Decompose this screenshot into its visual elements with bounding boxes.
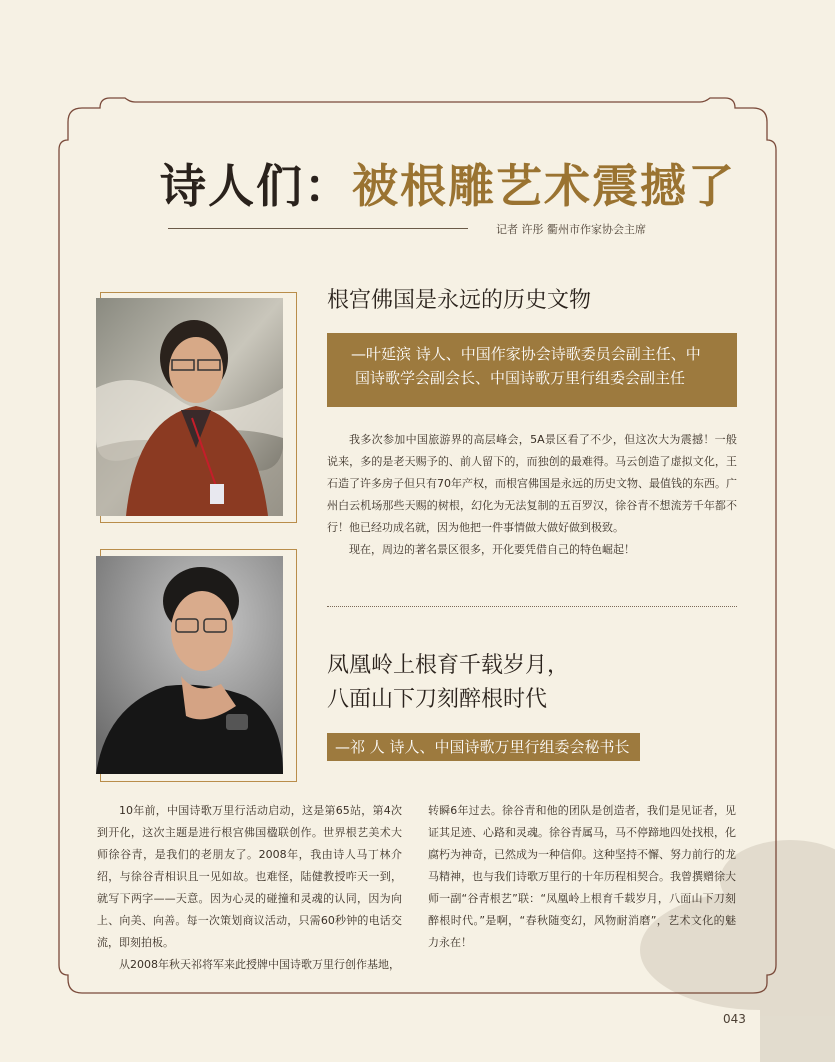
portrait-photo-ye-yanbin [96, 298, 283, 516]
section2-title [327, 649, 569, 717]
portrait-photo-qi-ren [96, 556, 283, 774]
section2-title-line1: 凤凰岭上根育千载岁月， [327, 653, 570, 678]
section1-paragraph-2: 现在，周边的著名景区很多，开化要凭借自己的特色崛起！ [349, 543, 635, 556]
section1-credit-box [327, 333, 737, 407]
portrait-image [96, 556, 283, 774]
section1-credit-line1: —叶延滨 诗人、中国作家协会诗歌委员会副主任、中 [351, 345, 701, 363]
section2-column-1 [97, 800, 402, 976]
section1-body [327, 429, 737, 561]
portrait-image [96, 298, 283, 516]
title-prefix: 诗人们： [160, 159, 352, 213]
section2-col1-paragraph-1: 10年前，中国诗歌万里行活动启动，这是第65站，第4次到开化，这次主题是进行根宫佛国楹联创作。世界根艺美术大师徐谷青，是我们的老朋友了。2008年，我由诗人马丁林介绍，与徐谷青相识且一见如故。也难怪，陆健教授咋天一到，就写下两字——天意。因为心灵的碰撞和灵魂的认同，因为向上、向美、向善。每一次策划商议活动，只需60秒钟的电话交流，即刻拍板。 [97, 804, 402, 949]
section2-title-line2: 八面山下刀刻醉根时代 [327, 687, 548, 712]
page-title [160, 150, 736, 216]
section1-paragraph-1: 我多次参加中国旅游界的高层峰会，5A景区看了不少，但这次大为震撼！一般说来，多的是老天赐予的、前人留下的，而独创的最难得。马云创造了虚拟文化，王石造了许多房子但只有70年产权，而根宫佛国是永远的历史文物、最值钱的东西。广州白云机场那些天赐的树根，幻化为无法复制的五百罗汉，徐谷青不想流芳千年都不行！他已经功成名就，因为他把一件事情做大做好做到极致。 [327, 433, 737, 534]
section-divider [327, 606, 737, 607]
section1-credit-line2: 国诗歌学会副会长、中国诗歌万里行组委会副主任 [355, 369, 686, 387]
section1-title: 根宫佛国是永远的历史文物 [327, 288, 592, 313]
section2-col2-paragraph: 转瞬6年过去。徐谷青和他的团队是创造者，我们是见证者，见证其足迹、心路和灵魂。徐谷青属马，马不停蹄地四处找根，化腐朽为神奇，已然成为一种信仰。这种坚持不懈、努力前行的龙马精神，也与我们诗歌万里行的十年历程相契合。我曾撰赠徐大师一副“谷青根艺”联：“凤凰岭上根育千载岁月，八面山下刀刻醉根时代。”是啊，“春秋随变幻，风物耐消磨”，艺术文化的魅力永在！ [428, 804, 736, 949]
title-rule [168, 228, 468, 229]
title-main: 被根雕艺术震撼了 [352, 159, 736, 213]
section2-column-2 [428, 800, 736, 954]
section2-col1-paragraph-2: 从2008年秋天祁将军来此授牌中国诗歌万里行创作基地， [119, 958, 400, 971]
section2-credit-bar: —祁 人 诗人、中国诗歌万里行组委会秘书长 [327, 733, 640, 761]
page-number: 043 [723, 1012, 746, 1026]
byline: 记者 许彤 衢州市作家协会主席 [496, 223, 646, 236]
